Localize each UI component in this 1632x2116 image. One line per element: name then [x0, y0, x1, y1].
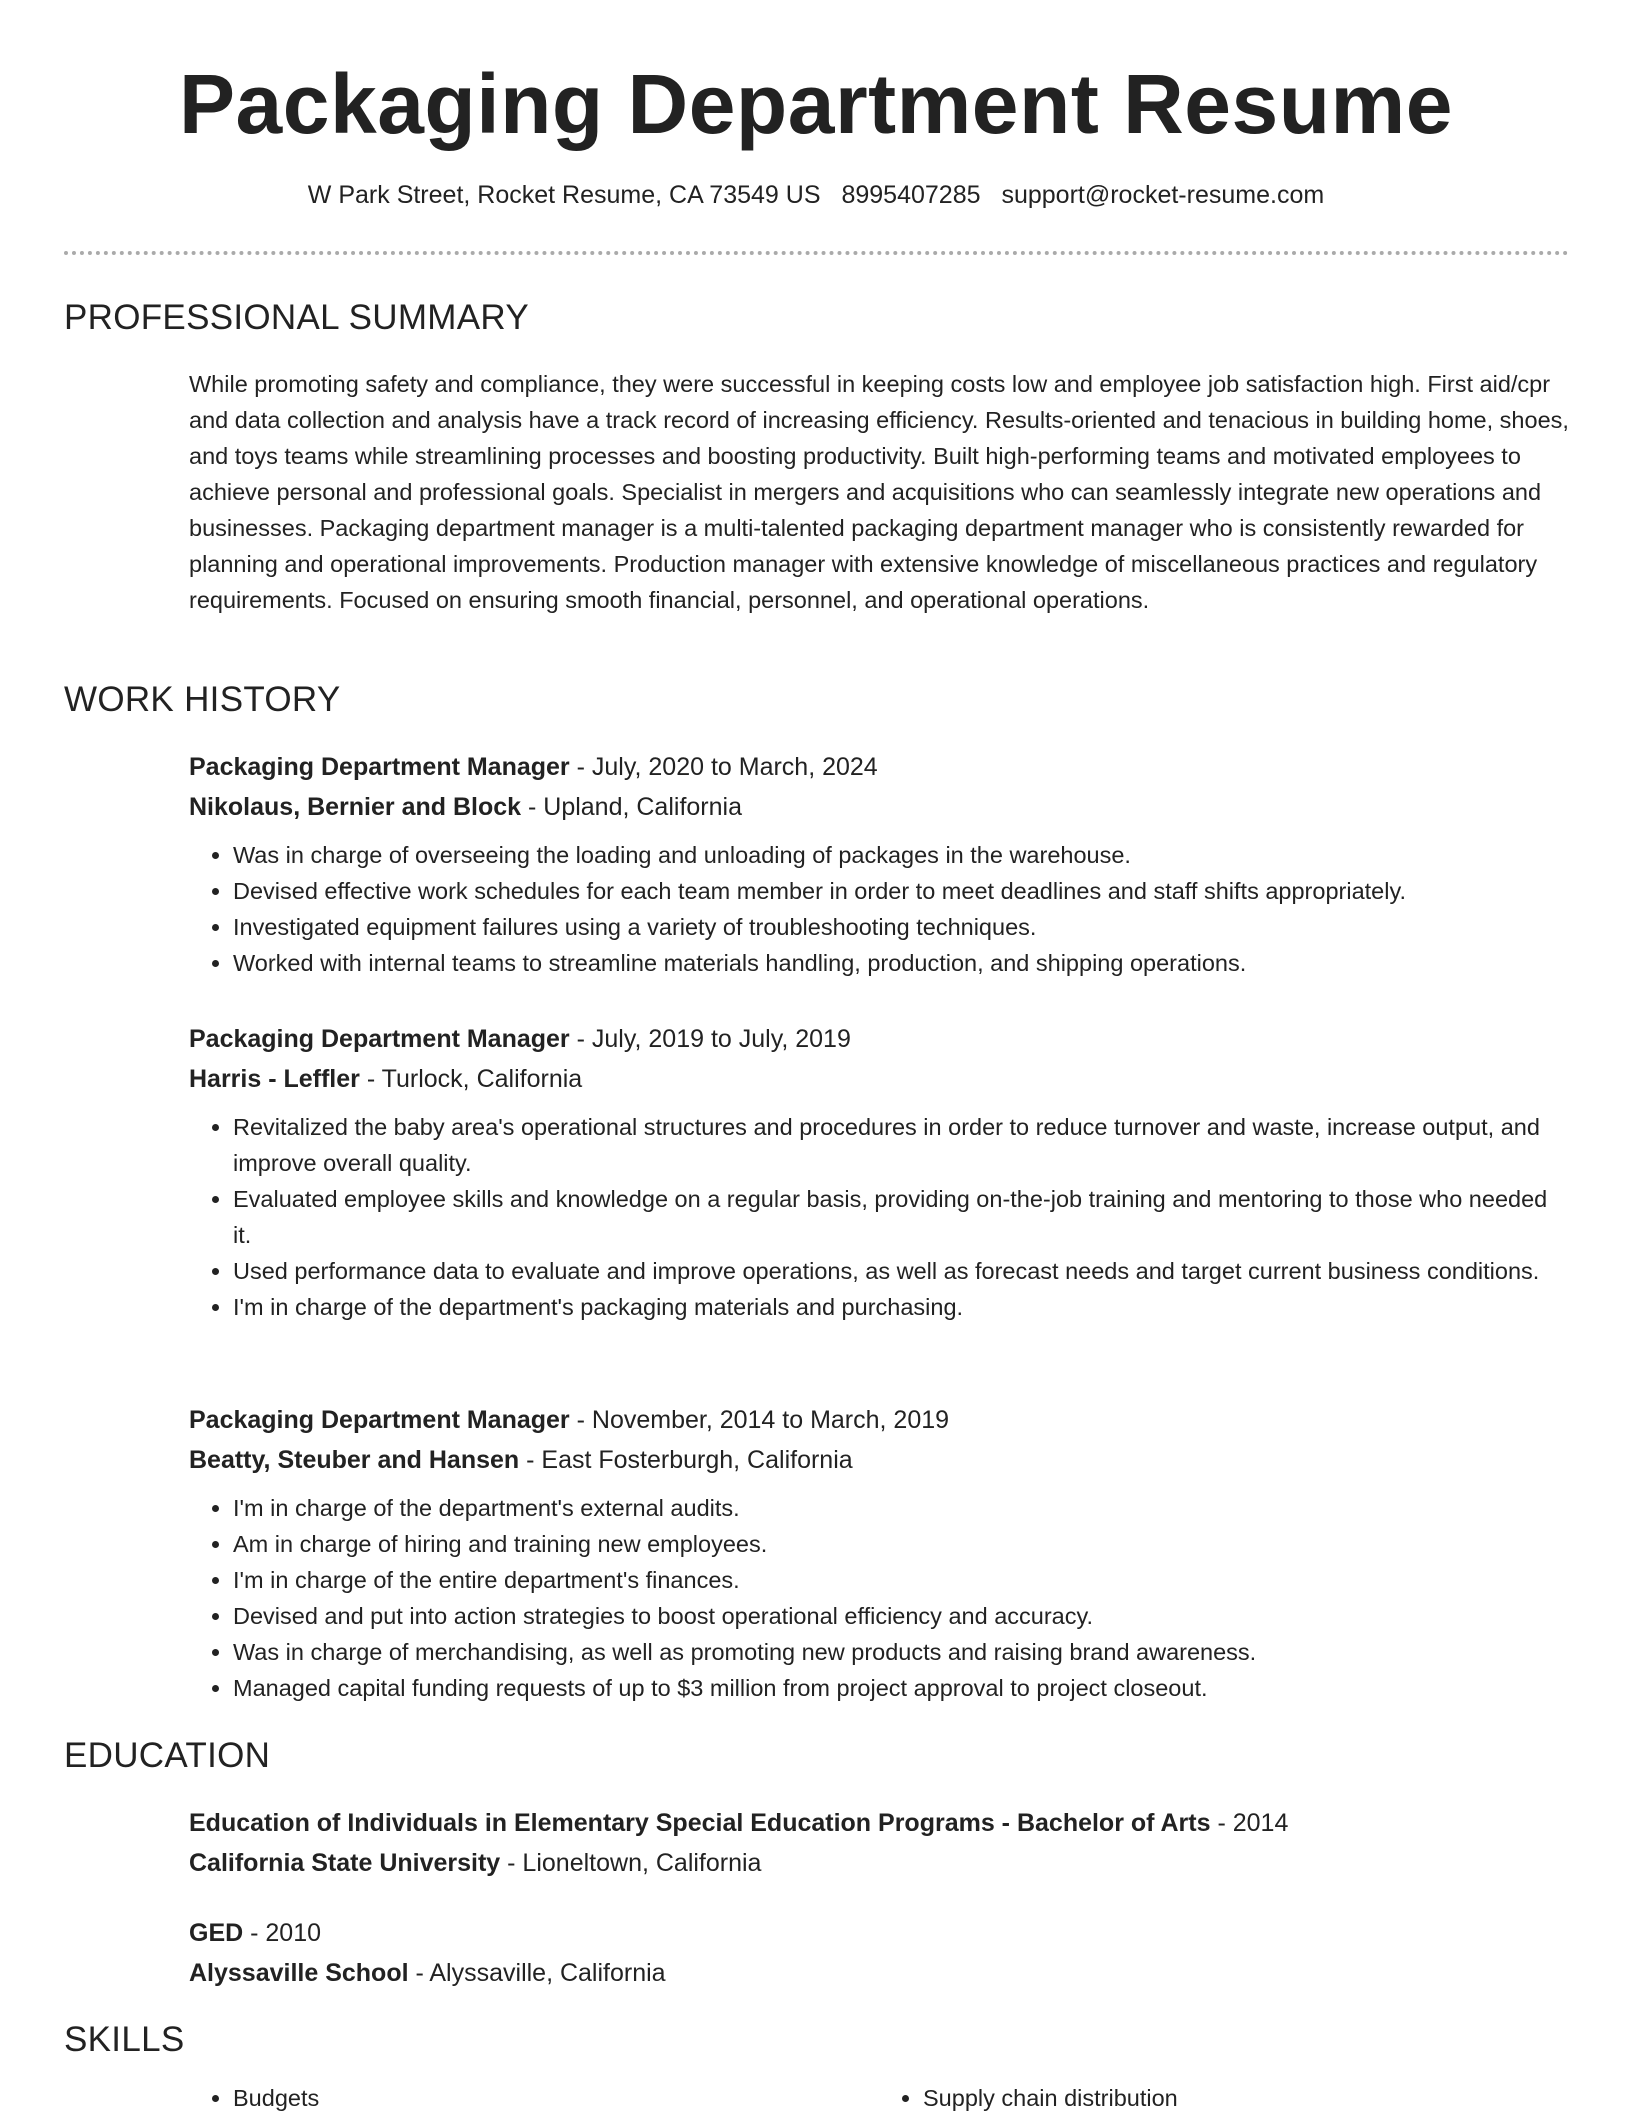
degree-line — [189, 1913, 1569, 1953]
job-company: Nikolaus, Bernier and Block — [189, 793, 522, 821]
degree-year: - 2014 — [1210, 1809, 1289, 1837]
job-company: Harris - Leffler — [189, 1065, 360, 1093]
job-role: Packaging Department Manager — [189, 1406, 570, 1434]
list-item: • Managed capital funding requests of up to $3 million from project approval to project closeout. — [233, 1670, 1569, 1706]
school-location: - Lioneltown, California — [500, 1849, 762, 1877]
job-entry — [189, 1019, 1569, 1325]
job-title-line — [189, 1019, 1569, 1059]
job-dates: - July, 2019 to July, 2019 — [569, 1025, 851, 1053]
job-location: - Upland, California — [521, 793, 742, 821]
contact-line — [0, 181, 1632, 210]
job-company: Beatty, Steuber and Hansen — [189, 1446, 520, 1474]
degree-line — [189, 1803, 1569, 1843]
list-item: • Was in charge of merchandising, as well as promoting new products and raising brand awareness. — [233, 1634, 1569, 1670]
list-item: • I'm in charge of the entire department's finances. — [233, 1562, 1569, 1598]
list-item: • Was in charge of overseeing the loading and unloading of packages in the warehouse. — [233, 837, 1569, 873]
summary-text: While promoting safety and compliance, they were successful in keeping costs low and employee job satisfaction high. First aid/cpr and data collection and analysis have a track record of increasing efficiency. Results-oriented and tenacious in building home, shoes, and toys teams while streamlining processes and boosting productivity. Built high-performing teams and motivated employees to achieve personal and professional goals. Specialist in mergers and acquisitions who can seamlessly integrate new operations and businesses. Packaging department manager is a multi-talented packaging department manager who is consistently rewarded for planning and operational improvements. Production manager with extensive knowledge of miscellaneous practices and regulatory requirements. Focused on ensuring smooth financial, personnel, and operational operations. — [189, 371, 1569, 613]
list-item: • Used performance data to evaluate and improve operations, as well as forecast needs and target current business conditions. — [233, 1253, 1569, 1289]
education-entry — [189, 1913, 1569, 1993]
list-item: • Evaluated employee skills and knowledge on a regular basis, providing on-the-job training and mentoring to those who needed it. — [233, 1181, 1569, 1253]
school-line — [189, 1953, 1569, 1993]
school-location: - Alyssaville, California — [408, 1959, 666, 1987]
job-company-line — [189, 787, 1569, 827]
job-location: - East Fosterburgh, California — [519, 1446, 853, 1474]
school: Alyssaville School — [189, 1959, 409, 1987]
skill-item: • Supply chain distribution — [923, 2080, 1569, 2116]
job-dates: - November, 2014 to March, 2019 — [569, 1406, 950, 1434]
list-item: • Am in charge of hiring and training new employees. — [233, 1526, 1569, 1562]
degree: GED — [189, 1919, 244, 1947]
email: support@rocket-resume.com — [1001, 181, 1325, 209]
summary-heading: PROFESSIONAL SUMMARY — [64, 298, 529, 337]
list-item: • Worked with internal teams to streamline materials handling, production, and shipping operations. — [233, 945, 1569, 981]
job-role: Packaging Department Manager — [189, 753, 570, 781]
job-location: - Turlock, California — [359, 1065, 583, 1093]
list-item: • Devised and put into action strategies to boost operational efficiency and accuracy. — [233, 1598, 1569, 1634]
degree-year: - 2010 — [243, 1919, 322, 1947]
job-bullets — [189, 1490, 1569, 1706]
job-company-line — [189, 1059, 1569, 1099]
job-bullets — [189, 837, 1569, 981]
header-divider — [64, 251, 1569, 255]
list-item: • I'm in charge of the department's external audits. — [233, 1490, 1569, 1526]
work-history-heading: WORK HISTORY — [64, 680, 341, 719]
job-bullets — [189, 1109, 1569, 1325]
skills-list — [189, 2080, 1569, 2116]
skills-column — [879, 2080, 1569, 2116]
degree: Education of Individuals in Elementary Special Education Programs - Bachelor of Arts — [189, 1809, 1211, 1837]
skill-item: • Budgets — [233, 2080, 879, 2116]
list-item: • I'm in charge of the department's packaging materials and purchasing. — [233, 1289, 1569, 1325]
job-company-line — [189, 1440, 1569, 1480]
school-line — [189, 1843, 1569, 1883]
phone: 8995407285 — [841, 181, 981, 209]
job-title-line — [189, 1400, 1569, 1440]
resume-title: Packaging Department Resume — [179, 57, 1453, 151]
list-item: • Investigated equipment failures using a variety of troubleshooting techniques. — [233, 909, 1569, 945]
skills-heading: SKILLS — [64, 2020, 185, 2059]
address: W Park Street, Rocket Resume, CA 73549 US — [307, 181, 821, 209]
job-title-line — [189, 747, 1569, 787]
job-role: Packaging Department Manager — [189, 1025, 570, 1053]
skills-column — [189, 2080, 879, 2116]
job-dates: - July, 2020 to March, 2024 — [569, 753, 878, 781]
list-item: • Revitalized the baby area's operational structures and procedures in order to reduce turnover and waste, increase output, and improve overall quality. — [233, 1109, 1569, 1181]
list-item: • Devised effective work schedules for each team member in order to meet deadlines and staff shifts appropriately. — [233, 873, 1569, 909]
education-heading: EDUCATION — [64, 1736, 271, 1775]
job-entry — [189, 1400, 1569, 1706]
school: California State University — [189, 1849, 501, 1877]
education-entry — [189, 1803, 1569, 1883]
job-entry — [189, 747, 1569, 981]
